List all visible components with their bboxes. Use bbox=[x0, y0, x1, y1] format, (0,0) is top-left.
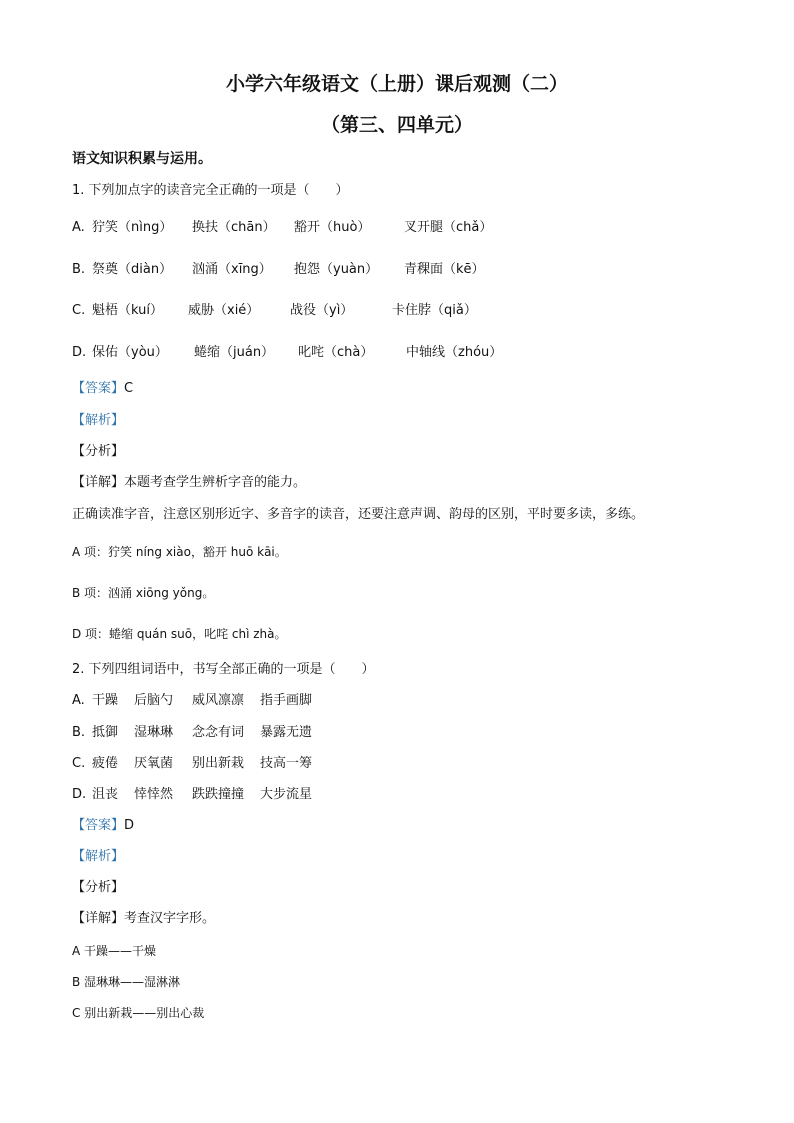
option-item: 厌氧菌 bbox=[134, 756, 174, 771]
option-label: B. bbox=[72, 262, 86, 277]
option-item: 战役（yì） bbox=[290, 303, 354, 318]
option-item: 技高一筹 bbox=[260, 756, 313, 771]
option-item: 威胁（xié） bbox=[188, 303, 260, 318]
option-item: 蜷缩（juán） bbox=[194, 345, 275, 360]
q2-analysis-tag: 【解析】 bbox=[72, 849, 125, 864]
q1-expl-d: D 项：蜷缩 quán suō，叱咤 chì zhà。 bbox=[72, 627, 287, 641]
option-label: B. bbox=[72, 725, 86, 740]
option-item: 豁开（huò） bbox=[294, 220, 371, 235]
section-heading: 语文知识积累与运用。 bbox=[72, 151, 212, 167]
option-item: 祭奠（diàn） bbox=[92, 262, 173, 277]
answer-value: C bbox=[124, 381, 134, 396]
option-label: D. bbox=[72, 345, 87, 360]
option-label: C. bbox=[72, 303, 86, 318]
q1-analysis-tag: 【解析】 bbox=[72, 413, 125, 428]
option-item: 威风凛凛 bbox=[192, 693, 245, 708]
option-label: C. bbox=[72, 756, 86, 771]
q1-note: 正确读准字音，注意区别形近字、多音字的读音，还要注意声调、韵母的区别，平时要多读，多练。 bbox=[72, 507, 645, 522]
option-item: 魁梧（kuí） bbox=[92, 303, 163, 318]
q1-stem: 1. 下列加点字的读音完全正确的一项是（ ） bbox=[72, 183, 349, 198]
option-item: 暴露无遗 bbox=[260, 725, 313, 740]
detail-text: 本题考查学生辨析字音的能力。 bbox=[124, 475, 307, 490]
option-item: 青稞面（kē） bbox=[404, 262, 485, 277]
detail-tag: 【详解】 bbox=[72, 475, 125, 490]
q2-correction-b: B 湿琳琳——湿淋淋 bbox=[72, 975, 181, 989]
detail-text: 考查汉字字形。 bbox=[124, 911, 216, 926]
q1-expl-a: A 项：狞笑 níng xiào，豁开 huō kāi。 bbox=[72, 545, 287, 559]
option-label: A. bbox=[72, 693, 85, 708]
option-item: 卡住脖（qiǎ） bbox=[392, 303, 477, 318]
option-item: 大步流星 bbox=[260, 787, 313, 802]
option-item: 念念有词 bbox=[192, 725, 245, 740]
option-item: 跌跌撞撞 bbox=[192, 787, 245, 802]
page-title: 小学六年级语文（上册）课后观测（二） bbox=[225, 73, 568, 95]
answer-tag: 【答案】 bbox=[72, 381, 125, 396]
option-item: 保佑（yòu） bbox=[92, 345, 168, 360]
q2-fenxi-tag: 【分析】 bbox=[72, 880, 125, 895]
option-item: 悻悻然 bbox=[134, 787, 174, 802]
option-item: 别出新栽 bbox=[192, 756, 245, 771]
option-item: 叱咤（chà） bbox=[298, 345, 374, 360]
option-item: 指手画脚 bbox=[260, 693, 313, 708]
option-item: 汹涌（xīng） bbox=[192, 262, 272, 277]
option-item: 干躁 bbox=[92, 693, 119, 708]
option-item: 抱怨（yuàn） bbox=[294, 262, 379, 277]
option-item: 中轴线（zhóu） bbox=[406, 345, 503, 360]
q1-fenxi-tag: 【分析】 bbox=[72, 444, 125, 459]
page-subtitle: （第三、四单元） bbox=[320, 114, 473, 136]
q1-answer bbox=[72, 380, 133, 398]
option-item: 沮丧 bbox=[92, 787, 119, 802]
q1-expl-b: B 项：汹涌 xiōng yǒng。 bbox=[72, 586, 215, 600]
detail-tag: 【详解】 bbox=[72, 911, 125, 926]
q2-stem: 2. 下列四组词语中，书写全部正确的一项是（ ） bbox=[72, 662, 375, 677]
q2-correction-c: C 别出新栽——别出心裁 bbox=[72, 1006, 205, 1020]
option-item: 叉开腿（chǎ） bbox=[404, 220, 493, 235]
option-item: 抵御 bbox=[92, 725, 119, 740]
option-item: 后脑勺 bbox=[134, 693, 174, 708]
option-item: 狞笑（nìng） bbox=[92, 220, 173, 235]
answer-value: D bbox=[124, 818, 135, 833]
option-label: D. bbox=[72, 787, 87, 802]
q2-correction-a: A 干躁——干燥 bbox=[72, 944, 157, 958]
answer-tag: 【答案】 bbox=[72, 818, 125, 833]
option-item: 湿琳琳 bbox=[134, 725, 174, 740]
q1-detail bbox=[72, 474, 306, 492]
q2-detail bbox=[72, 910, 215, 928]
option-label: A. bbox=[72, 220, 85, 235]
option-item: 换扶（chān） bbox=[192, 220, 276, 235]
option-item: 疲倦 bbox=[92, 756, 119, 771]
q2-answer bbox=[72, 817, 134, 835]
